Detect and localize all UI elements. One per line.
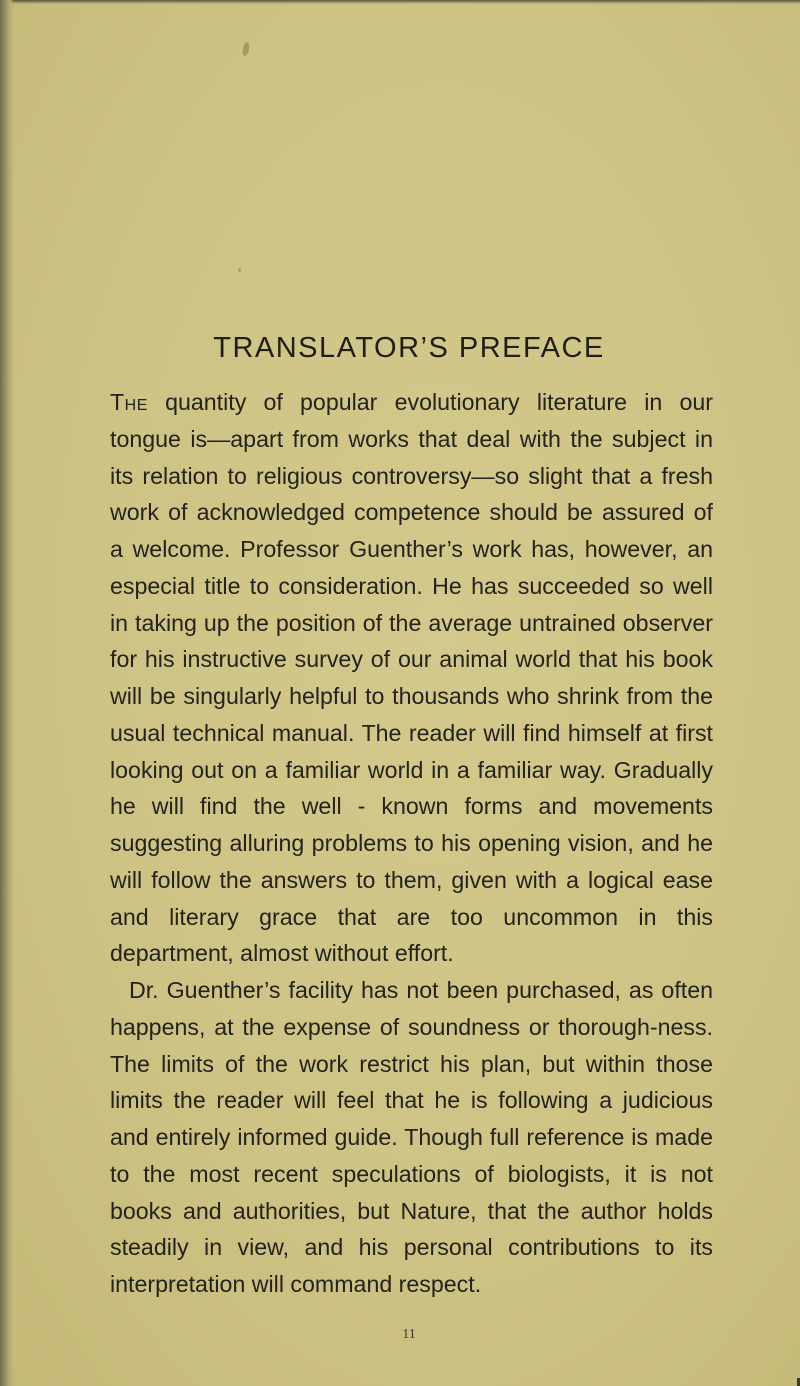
preface-body [110,384,713,1303]
page-number: 11 [402,1327,416,1342]
page-binding-edge [0,0,14,1386]
page-title: TRANSLATOR’S PREFACE [213,332,605,364]
paragraph-1 [110,384,713,972]
paper-stain [242,42,251,57]
page-top-edge [0,0,800,4]
paragraph-1-text: quantity of popular evolutionary literature in our tongue is—apart from works that deal with the subject in its relation to religious controversy—so slight that a fresh work of acknowledged competence should be assured of a welcome. Professor Guenther’s work has, however, an especial title to consideration. He has succeeded so well in taking up the position of the average untrained observer for his instructive survey of our animal world that his book will be singularly helpful to thousands who shrink from the usual technical manual. The reader will find himself at first looking out on a familiar world in a familiar way. Gradually he will find the well - known forms and movements suggesting alluring problems to his opening vision, and he will follow the answers to them, given with a logical ease and literary grace that are too uncommon in this department, almost without effort. [110,389,713,967]
paper-speck [238,268,241,272]
paragraph-1-lead: The [110,389,148,415]
paragraph-2: Dr. Guenther’s facility has not been purchased, as often happens, at the expense of soundness or thorough-ness. The limits of the work restrict his plan, but within those limits the reader will feel that he is following a judicious and entirely informed guide. Though full reference is made to the most recent speculations of biologists, it is not books and authorities, but Nature, that the author holds steadily in view, and his personal contributions to its interpretation will command respect. [110,977,713,1297]
